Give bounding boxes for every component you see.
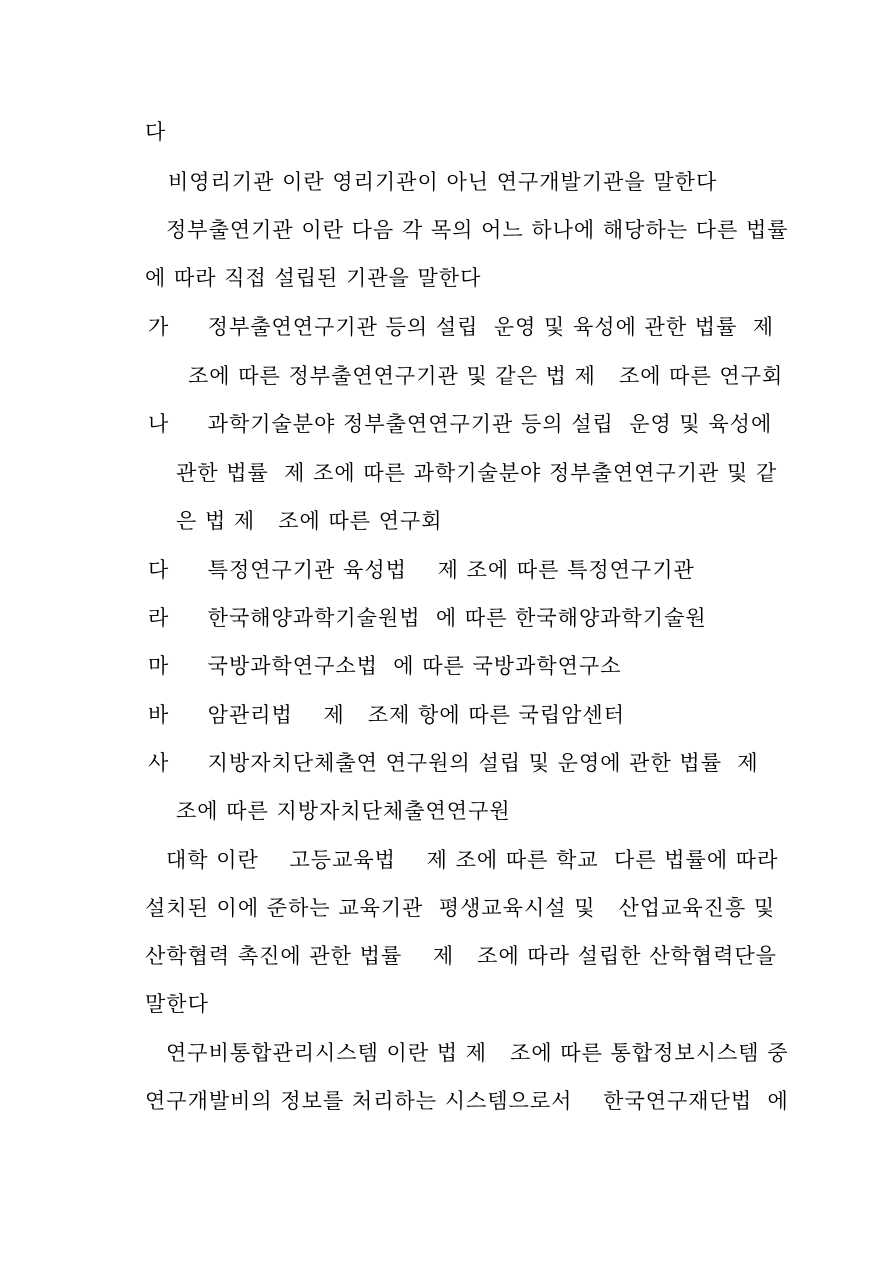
text-line: 말한다 bbox=[145, 992, 209, 1016]
text-line: 마 국방과학연구소법 에 따른 국방과학연구소 bbox=[148, 654, 622, 678]
text-line: 연구비통합관리시스템 이란 법 제 조에 따른 통합정보시스템 중 bbox=[166, 1041, 789, 1065]
text-line: 에 따라 직접 설립된 기관을 말한다 bbox=[145, 266, 482, 290]
text-line: 관한 법률 제 조에 따른 과학기술분야 정부출연연구기관 및 같 bbox=[176, 461, 778, 485]
text-line: 다 bbox=[145, 120, 167, 144]
text-line: 산학협력 촉진에 관한 법률 제 조에 따라 설립한 산학협력단을 bbox=[145, 944, 777, 968]
text-line: 라 한국해양과학기술원법 에 따른 한국해양과학기술원 bbox=[148, 606, 707, 630]
text-line: 대학 이란 고등교육법 제 조에 따른 학교 다른 법률에 따라 bbox=[166, 848, 779, 872]
text-line: 나 과학기술분야 정부출연연구기관 등의 설립 운영 및 육성에 bbox=[148, 412, 773, 436]
text-line: 조에 따른 지방자치단체출연연구원 bbox=[176, 799, 511, 823]
text-line: 가 정부출연연구기관 등의 설립 운영 및 육성에 관한 법률 제 bbox=[148, 315, 774, 339]
text-line: 다 특정연구기관 육성법 제 조에 따른 특정연구기관 bbox=[148, 558, 695, 582]
text-line: 정부출연기관 이란 다음 각 목의 어느 하나에 해당하는 다른 법률 bbox=[166, 218, 789, 242]
text-line: 바 암관리법 제 조제 항에 따른 국립암센터 bbox=[148, 703, 625, 727]
text-line: 사 지방자치단체출연 연구원의 설립 및 운영에 관한 법률 제 bbox=[148, 751, 759, 775]
text-line: 설치된 이에 준하는 교육기관 평생교육시설 및 산업교육진흥 및 bbox=[145, 896, 776, 920]
text-line: 은 법 제 조에 따른 연구회 bbox=[176, 509, 443, 533]
text-line: 연구개발비의 정보를 처리하는 시스템으로서 한국연구재단법 에 bbox=[145, 1089, 789, 1113]
text-line: 비영리기관 이란 영리기관이 아닌 연구개발기관을 말한다 bbox=[168, 170, 718, 194]
text-line: 조에 따른 정부출연연구기관 및 같은 법 제 조에 따른 연구회 bbox=[188, 364, 784, 388]
